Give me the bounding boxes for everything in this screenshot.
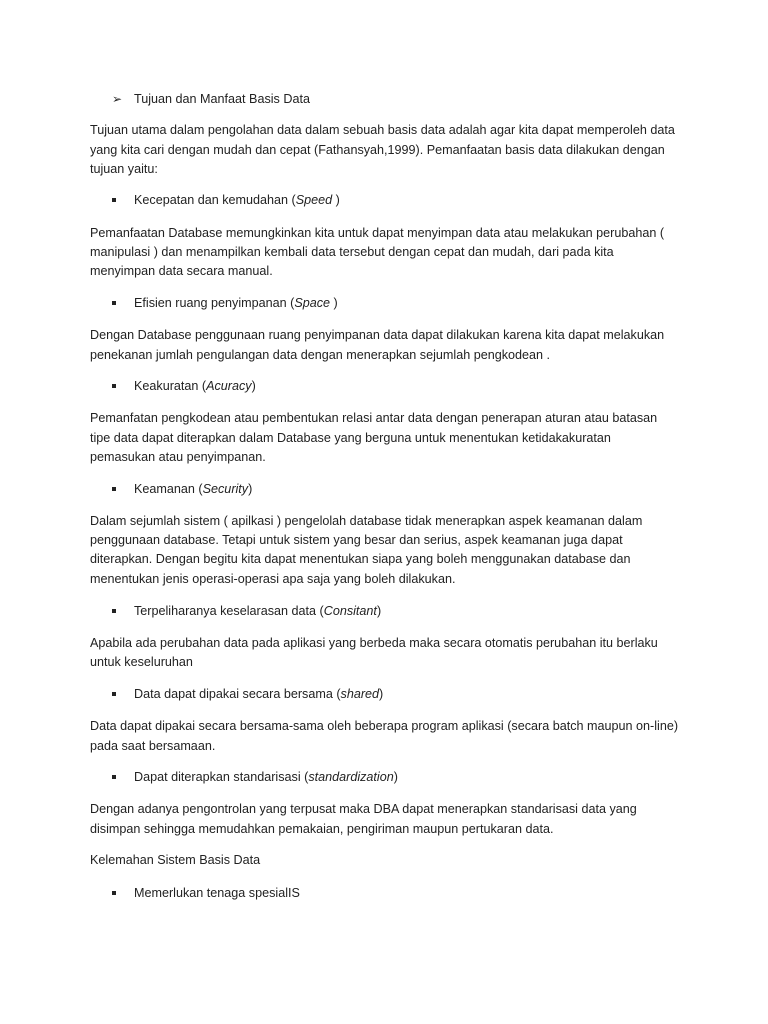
paragraph-line: untuk keseluruhan: [90, 655, 193, 669]
list-item-term: shared: [340, 687, 380, 701]
section-heading: [112, 90, 310, 108]
list-item: [112, 294, 338, 312]
square-bullet-icon: [112, 487, 116, 491]
intro-line-2: yang kita cari dengan mudah dan cepat (Fathansyah,1999). Pemanfaatan basis data dilakukan dengan: [90, 143, 665, 157]
arrow-bullet-icon: ➢: [112, 92, 123, 106]
paragraph-line: Dengan Database penggunaan ruang penyimpanan data dapat dilakukan karena kita dapat melakukan: [90, 328, 665, 342]
list-item-title: Efisien ruang penyimpanan (: [134, 296, 295, 310]
square-bullet-icon: [112, 198, 116, 202]
list-item-title: Keamanan (: [134, 482, 203, 496]
list-item-close: ): [251, 379, 256, 393]
paragraph-line: menyimpan data secara manual.: [90, 264, 273, 278]
list-item: [112, 768, 398, 786]
paragraph-line: Pemanfatan pengkodean atau pembentukan relasi antar data dengan penerapan aturan atau batasan: [90, 411, 658, 425]
paragraph-line: penggunaan database. Tetapi untuk sistem yang besar dan serius, aspek keamanan juga dapat: [90, 533, 623, 547]
list-item: [112, 377, 256, 395]
square-bullet-icon: [112, 692, 116, 696]
list-item-term: Acuracy: [206, 379, 252, 393]
paragraph-line: Dengan adanya pengontrolan yang terpusat maka DBA dapat menerapkan standarisasi data yang: [90, 802, 637, 816]
paragraph-line: Dalam sejumlah sistem ( apilkasi ) pengelolah database tidak menerapkan aspek keamanan dalam: [90, 514, 643, 528]
intro-line-1: Tujuan utama dalam pengolahan data dalam sebuah basis data adalah agar kita dapat memperoleh data: [90, 123, 675, 137]
list-item-close: ): [376, 604, 382, 618]
paragraph-line: pemasukan atau penyimpanan.: [90, 450, 266, 464]
list-item-term: Consitant: [323, 604, 377, 618]
paragraph-line: penekanan jumlah pengulangan data dengan menerapkan sejumlah pengkodean .: [90, 348, 551, 362]
list-item-close: ): [332, 193, 340, 207]
paragraph-line: diterapkan. Dengan begitu kita dapat menentukan siapa yang boleh menggunakan database dan: [90, 552, 631, 566]
list-item: [112, 191, 340, 209]
list-item-term: standardization: [308, 770, 394, 784]
paragraph-line: Data dapat dipakai secara bersama-sama oleh beberapa program aplikasi (secara batch maupun on-line): [90, 719, 679, 733]
list-item: [112, 480, 252, 498]
list-item-title: Kecepatan dan kemudahan (: [134, 193, 296, 207]
list-item-close: ): [379, 687, 384, 701]
paragraph-line: Pemanfaatan Database memungkinkan kita untuk dapat menyimpan data atau melakukan perubahan (: [90, 226, 665, 240]
list-item-term: Speed: [295, 193, 333, 207]
list-item-title: Dapat diterapkan standarisasi (: [134, 770, 309, 784]
square-bullet-icon: [112, 609, 116, 613]
list-item-term: Security: [202, 482, 249, 496]
paragraph-line: pada saat bersamaan.: [90, 739, 216, 753]
list-item-title: Memerlukan tenaga spesialIS: [134, 886, 300, 900]
square-bullet-icon: [112, 301, 116, 305]
square-bullet-icon: [112, 891, 116, 895]
list-item-term: Space: [294, 296, 331, 310]
list-item-title: Terpeliharanya keselarasan data (: [134, 604, 324, 618]
list-item-close: ): [248, 482, 253, 496]
list-item: [112, 602, 381, 620]
weakness-heading: Kelemahan Sistem Basis Data: [90, 853, 261, 867]
list-item: [112, 884, 300, 902]
list-item: [112, 685, 383, 703]
intro-line-3: tujuan yaitu:: [90, 162, 158, 176]
paragraph-line: manipulasi ) dan menampilkan kembali data tersebut dengan cepat dan mudah, dari pada kita: [90, 245, 614, 259]
list-item-close: ): [393, 770, 398, 784]
paragraph-line: menentukan jenis operasi-operasi apa saja yang boleh dilakukan.: [90, 572, 456, 586]
list-item-title: Data dapat dipakai secara bersama (: [134, 687, 341, 701]
section-heading-text: Tujuan dan Manfaat Basis Data: [134, 92, 310, 106]
list-item-close: ): [330, 296, 338, 310]
paragraph-line: tipe data dapat diterapkan dalam Database yang berguna untuk menentukan ketidakakuratan: [90, 431, 611, 445]
square-bullet-icon: [112, 775, 116, 779]
list-item-title: Keakuratan (: [134, 379, 207, 393]
square-bullet-icon: [112, 384, 116, 388]
paragraph-line: Apabila ada perubahan data pada aplikasi yang berbeda maka secara otomatis perubahan itu berlaku: [90, 636, 658, 650]
paragraph-line: disimpan sehingga memudahkan pemakaian, pengiriman maupun pertukaran data.: [90, 822, 554, 836]
